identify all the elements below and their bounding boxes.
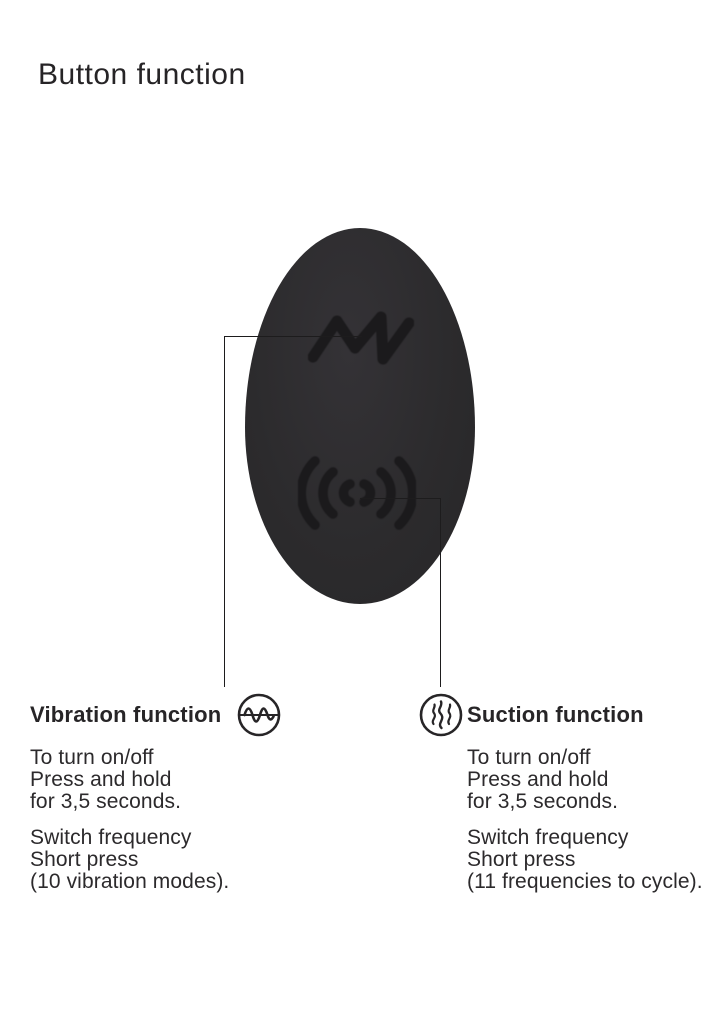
page-title: Button function	[38, 58, 246, 91]
suction-instructions-onoff: To turn on/off Press and hold for 3,5 seconds.	[467, 746, 619, 813]
suction-heading: Suction function	[467, 702, 644, 727]
suction-heading-row	[467, 693, 717, 737]
vibration-instructions-frequency: Switch frequency Short press (10 vibration modes).	[30, 826, 230, 893]
vibration-heading-row	[30, 693, 300, 737]
vibration-instructions-onoff: To turn on/off Press and hold for 3,5 seconds.	[30, 746, 182, 813]
suction-instructions-frequency: Switch frequency Short press (11 frequencies to cycle).	[467, 826, 703, 893]
connector-line-suction-horizontal	[360, 498, 441, 499]
suction-annotation	[467, 693, 717, 893]
steam-waves-circle-icon	[419, 693, 463, 737]
vibration-annotation	[30, 693, 300, 893]
vibration-heading: Vibration function	[30, 702, 222, 727]
connector-line-vibration-horizontal	[224, 336, 362, 337]
connector-line-vibration-vertical	[224, 336, 225, 687]
sine-wave-circle-icon	[237, 693, 281, 737]
suction-button-waves-icon	[298, 455, 416, 531]
connector-line-suction-vertical	[440, 498, 441, 687]
vibration-button-zigzag-icon	[308, 311, 414, 365]
